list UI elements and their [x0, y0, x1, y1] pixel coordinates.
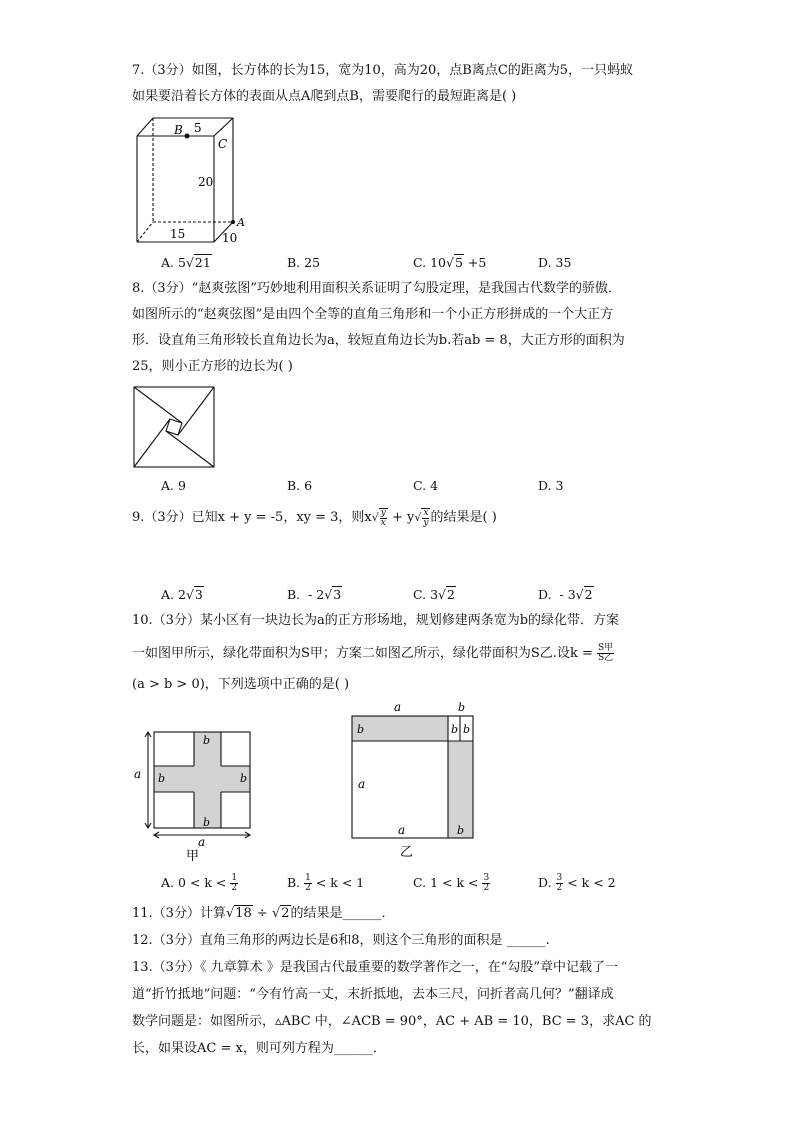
q13-line-3: 数学问题是：如图所示，▵ABC 中，∠ACB = 90°，AC + AB = 10，BC = 3，求AC 的	[132, 1014, 652, 1029]
q9-option-b: B. - 2√3	[287, 587, 342, 602]
zhao-shuang-diagram	[133, 386, 215, 468]
q7-cuboid-figure	[134, 114, 254, 246]
q10-option-a: A. 0 < k < $\frac{1}{2}$	[161, 873, 238, 893]
yi-label-a-bottom: a	[398, 823, 406, 837]
q7-line-2: 如果要沿着长方体的表面从点A爬到点B，需要爬行的最短距离是( )	[132, 89, 517, 104]
jia-label-b-top: b	[203, 734, 211, 747]
q8-option-d: D. 3	[538, 478, 564, 493]
q9-option-d: D. - 3√2	[538, 587, 593, 602]
jia-caption: 甲	[186, 849, 200, 864]
yi-label-b-mid1: b	[451, 723, 459, 736]
yi-label-b-band: b	[357, 723, 365, 736]
figure-jia	[134, 728, 256, 866]
yi-label-b-right: b	[457, 824, 465, 837]
jia-label-b-left: b	[158, 772, 166, 785]
yi-label-b-mid2: b	[463, 723, 471, 736]
label-a: A	[237, 216, 245, 229]
q12-line: 12.（3分）直角三角形的两边长是6和8，则这个三角形的面积是 ______.	[132, 933, 550, 948]
q8-line-1: 8.（3分）“赵爽弦图”巧妙地利用面积关系证明了勾股定理，是我国古代数学的骄傲．	[132, 281, 621, 296]
q10-line-3: (a > b > 0)，下列选项中正确的是( )	[132, 677, 350, 692]
q10-line-2: 一如图甲所示，绿化带面积为S甲；方案二如图乙所示，绿化带面积为S乙.设k = $\frac{\text{S甲}}{\text{S乙}}$	[132, 643, 614, 663]
q11-line: 11.（3分）计算√18 ÷ √2的结果是______．	[132, 906, 395, 921]
jia-label-b-right: b	[240, 772, 248, 785]
yi-label-a-top: a	[394, 700, 402, 714]
q7-option-c: C. 10√5 +5	[413, 255, 487, 270]
q13-line-1: 13.（3分）《 九章算术 》是我国古代最重要的数学著作之一，在“勾股”章中记载了一	[132, 960, 619, 975]
q7-line-1: 7.（3分）如图，长方体的长为15，宽为10，高为20，点B离点C的距离为5，一只蚂蚁	[132, 63, 634, 78]
q7-option-b: B. 25	[287, 255, 321, 270]
q8-line-2: 如图所示的“赵爽弦图”是由四个全等的直角三角形和一个小正方形拼成的一个大正方	[132, 307, 614, 322]
point-a-dot	[231, 220, 235, 224]
q9-option-c: C. 3√2	[413, 587, 455, 602]
label-5: 5	[194, 121, 202, 135]
label-b: B	[174, 123, 183, 137]
point-b-dot	[185, 134, 190, 139]
q7-option-a: A. 5√21	[161, 255, 211, 270]
q13-line-4: 长，如果设AC = x，则可列方程为______．	[132, 1041, 386, 1056]
q13-line-2: 道“折竹抵地”问题：“今有竹高一丈，末折抵地，去本三尺，问折者高几何？”翻译成	[132, 987, 614, 1002]
q8-option-c: C. 4	[413, 478, 439, 493]
label-10: 10	[222, 231, 238, 245]
q8-option-a: A. 9	[161, 478, 186, 493]
label-15: 15	[170, 227, 186, 241]
label-20: 20	[198, 175, 214, 189]
yi-label-a-left: a	[358, 777, 366, 791]
q10-option-b: B. $\frac{1}{2}$ < k < 1	[287, 873, 365, 893]
q10-line-1: 10.（3分）某小区有一块边长为a的正方形场地，规划修建两条宽为b的绿化带．方案	[132, 613, 620, 628]
label-c: C	[218, 137, 228, 151]
q10-option-c: C. 1 < k < $\frac{3}{2}$	[413, 873, 490, 893]
q8-option-b: B. 6	[287, 478, 313, 493]
yi-caption: 乙	[400, 845, 414, 860]
jia-label-a-side: a	[134, 767, 142, 781]
jia-label-a-bottom: a	[198, 835, 206, 849]
q8-line-4: 25，则小正方形的边长为( )	[132, 359, 293, 374]
jia-label-b-bottom: b	[203, 816, 211, 829]
q9-option-a: A. 2√3	[161, 587, 203, 602]
q7-option-d: D. 35	[538, 255, 572, 270]
figure-yi	[350, 700, 480, 860]
yi-label-b-top: b	[458, 701, 466, 714]
q10-option-d: D. $\frac{3}{2}$ < k < 2	[538, 873, 616, 893]
q8-line-3: 形．设直角三角形较长直角边长为a，较短直角边长为b.若ab = 8，大正方形的面积为	[132, 333, 625, 348]
q9-line: 9.（3分）已知x + y = -5，xy = 3，则x√ $\frac{y}{x}$ + y√ $\frac{x}{y}$ 的结果是( )	[132, 507, 497, 528]
